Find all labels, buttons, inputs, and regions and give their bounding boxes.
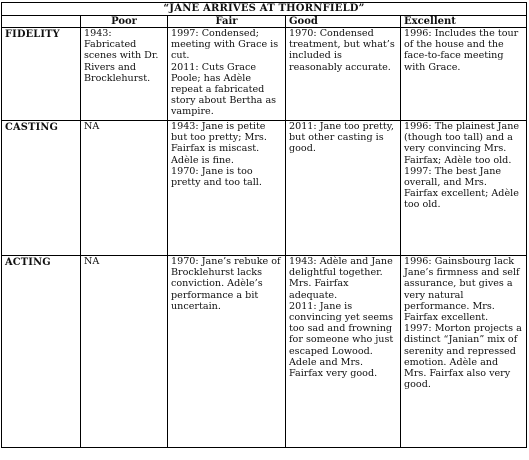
header-row xyxy=(2,16,527,28)
comparison-table xyxy=(1,2,527,448)
header-good: Good xyxy=(286,16,401,28)
table-title: “JANE ARRIVES AT THORNFIELD” xyxy=(2,3,527,16)
row-label-acting: ACTING xyxy=(2,256,81,448)
cell-text: 1970: Jane’s rebuke of Brocklehurst lacks conviction. Adèle’s performance a bit uncertain. xyxy=(171,256,281,312)
cell-text: NA xyxy=(84,256,100,267)
cell-acting-poor xyxy=(81,256,168,448)
table-row-fidelity xyxy=(2,28,527,121)
cell-casting-good xyxy=(286,121,401,256)
comparison-page xyxy=(1,2,526,458)
table-row-casting xyxy=(2,121,527,256)
cell-text: 1943: Adèle and Jane delightful together. Mrs. Fairfax adequate. xyxy=(289,256,393,301)
cell-text: 1970: Condensed treatment, but what’s included is reasonably accurate. xyxy=(289,28,395,73)
cell-acting-good xyxy=(286,256,401,448)
cell-text: 1996: Includes the tour of the house and the face-to-face meeting with Grace. xyxy=(404,28,519,73)
cell-text: 2011: Cuts Grace Poole; has Adèle repeat a fabricated story about Bertha as vampire. xyxy=(171,61,277,118)
cell-acting-fair xyxy=(168,256,286,448)
cell-fidelity-poor xyxy=(81,28,168,121)
cell-text: NA xyxy=(84,121,100,132)
cell-text: 2011: Jane is convincing yet seems too sad and frowning for someone who just escaped Lowood. Adele and Mrs. Fairfax very good. xyxy=(289,300,394,380)
table-row-acting xyxy=(2,256,527,448)
cell-casting-fair xyxy=(168,121,286,256)
cell-text: 1997: Morton projects a distinct “Janian” mix of serenity and repressed emotion. Adèle and Mrs. Fairfax also very good. xyxy=(404,323,522,391)
header-excellent: Excellent xyxy=(401,16,527,28)
cell-fidelity-fair xyxy=(168,28,286,121)
cell-fidelity-good xyxy=(286,28,401,121)
cell-casting-poor xyxy=(81,121,168,256)
row-label-casting: CASTING xyxy=(2,121,81,256)
cell-casting-excellent xyxy=(401,121,527,256)
header-poor: Poor xyxy=(81,16,168,28)
cell-text: 2011: Jane too pretty, but other casting is good. xyxy=(289,121,394,155)
header-blank-cell xyxy=(2,16,81,28)
header-fair: Fair xyxy=(168,16,286,28)
row-label-fidelity: FIDELITY xyxy=(2,28,81,121)
cell-acting-excellent xyxy=(401,256,527,448)
cell-text: 1943: Fabricated scenes with Dr. Rivers and Brocklehurst. xyxy=(84,28,159,84)
cell-text: 1997: The best Jane overall, and Mrs. Fairfax excellent; Adèle too old. xyxy=(404,165,519,211)
cell-text: 1997: Condensed; meeting with Grace is cut. xyxy=(171,28,279,62)
cell-fidelity-excellent xyxy=(401,28,527,121)
cell-text: 1996: Gainsbourg lack Jane’s firmness and self assurance, but gives a very natural performance. Mrs. Fairfax excellent. xyxy=(404,256,520,324)
cell-text: 1970: Jane is too pretty and too tall. xyxy=(171,165,262,189)
cell-text: 1996: The plainest Jane (though too tall) and a very convincing Mrs. Fairfax; Adèle too old. xyxy=(404,121,520,166)
cell-text: 1943: Jane is petite but too pretty; Mrs. Fairfax is miscast. Adèle is fine. xyxy=(171,121,267,166)
